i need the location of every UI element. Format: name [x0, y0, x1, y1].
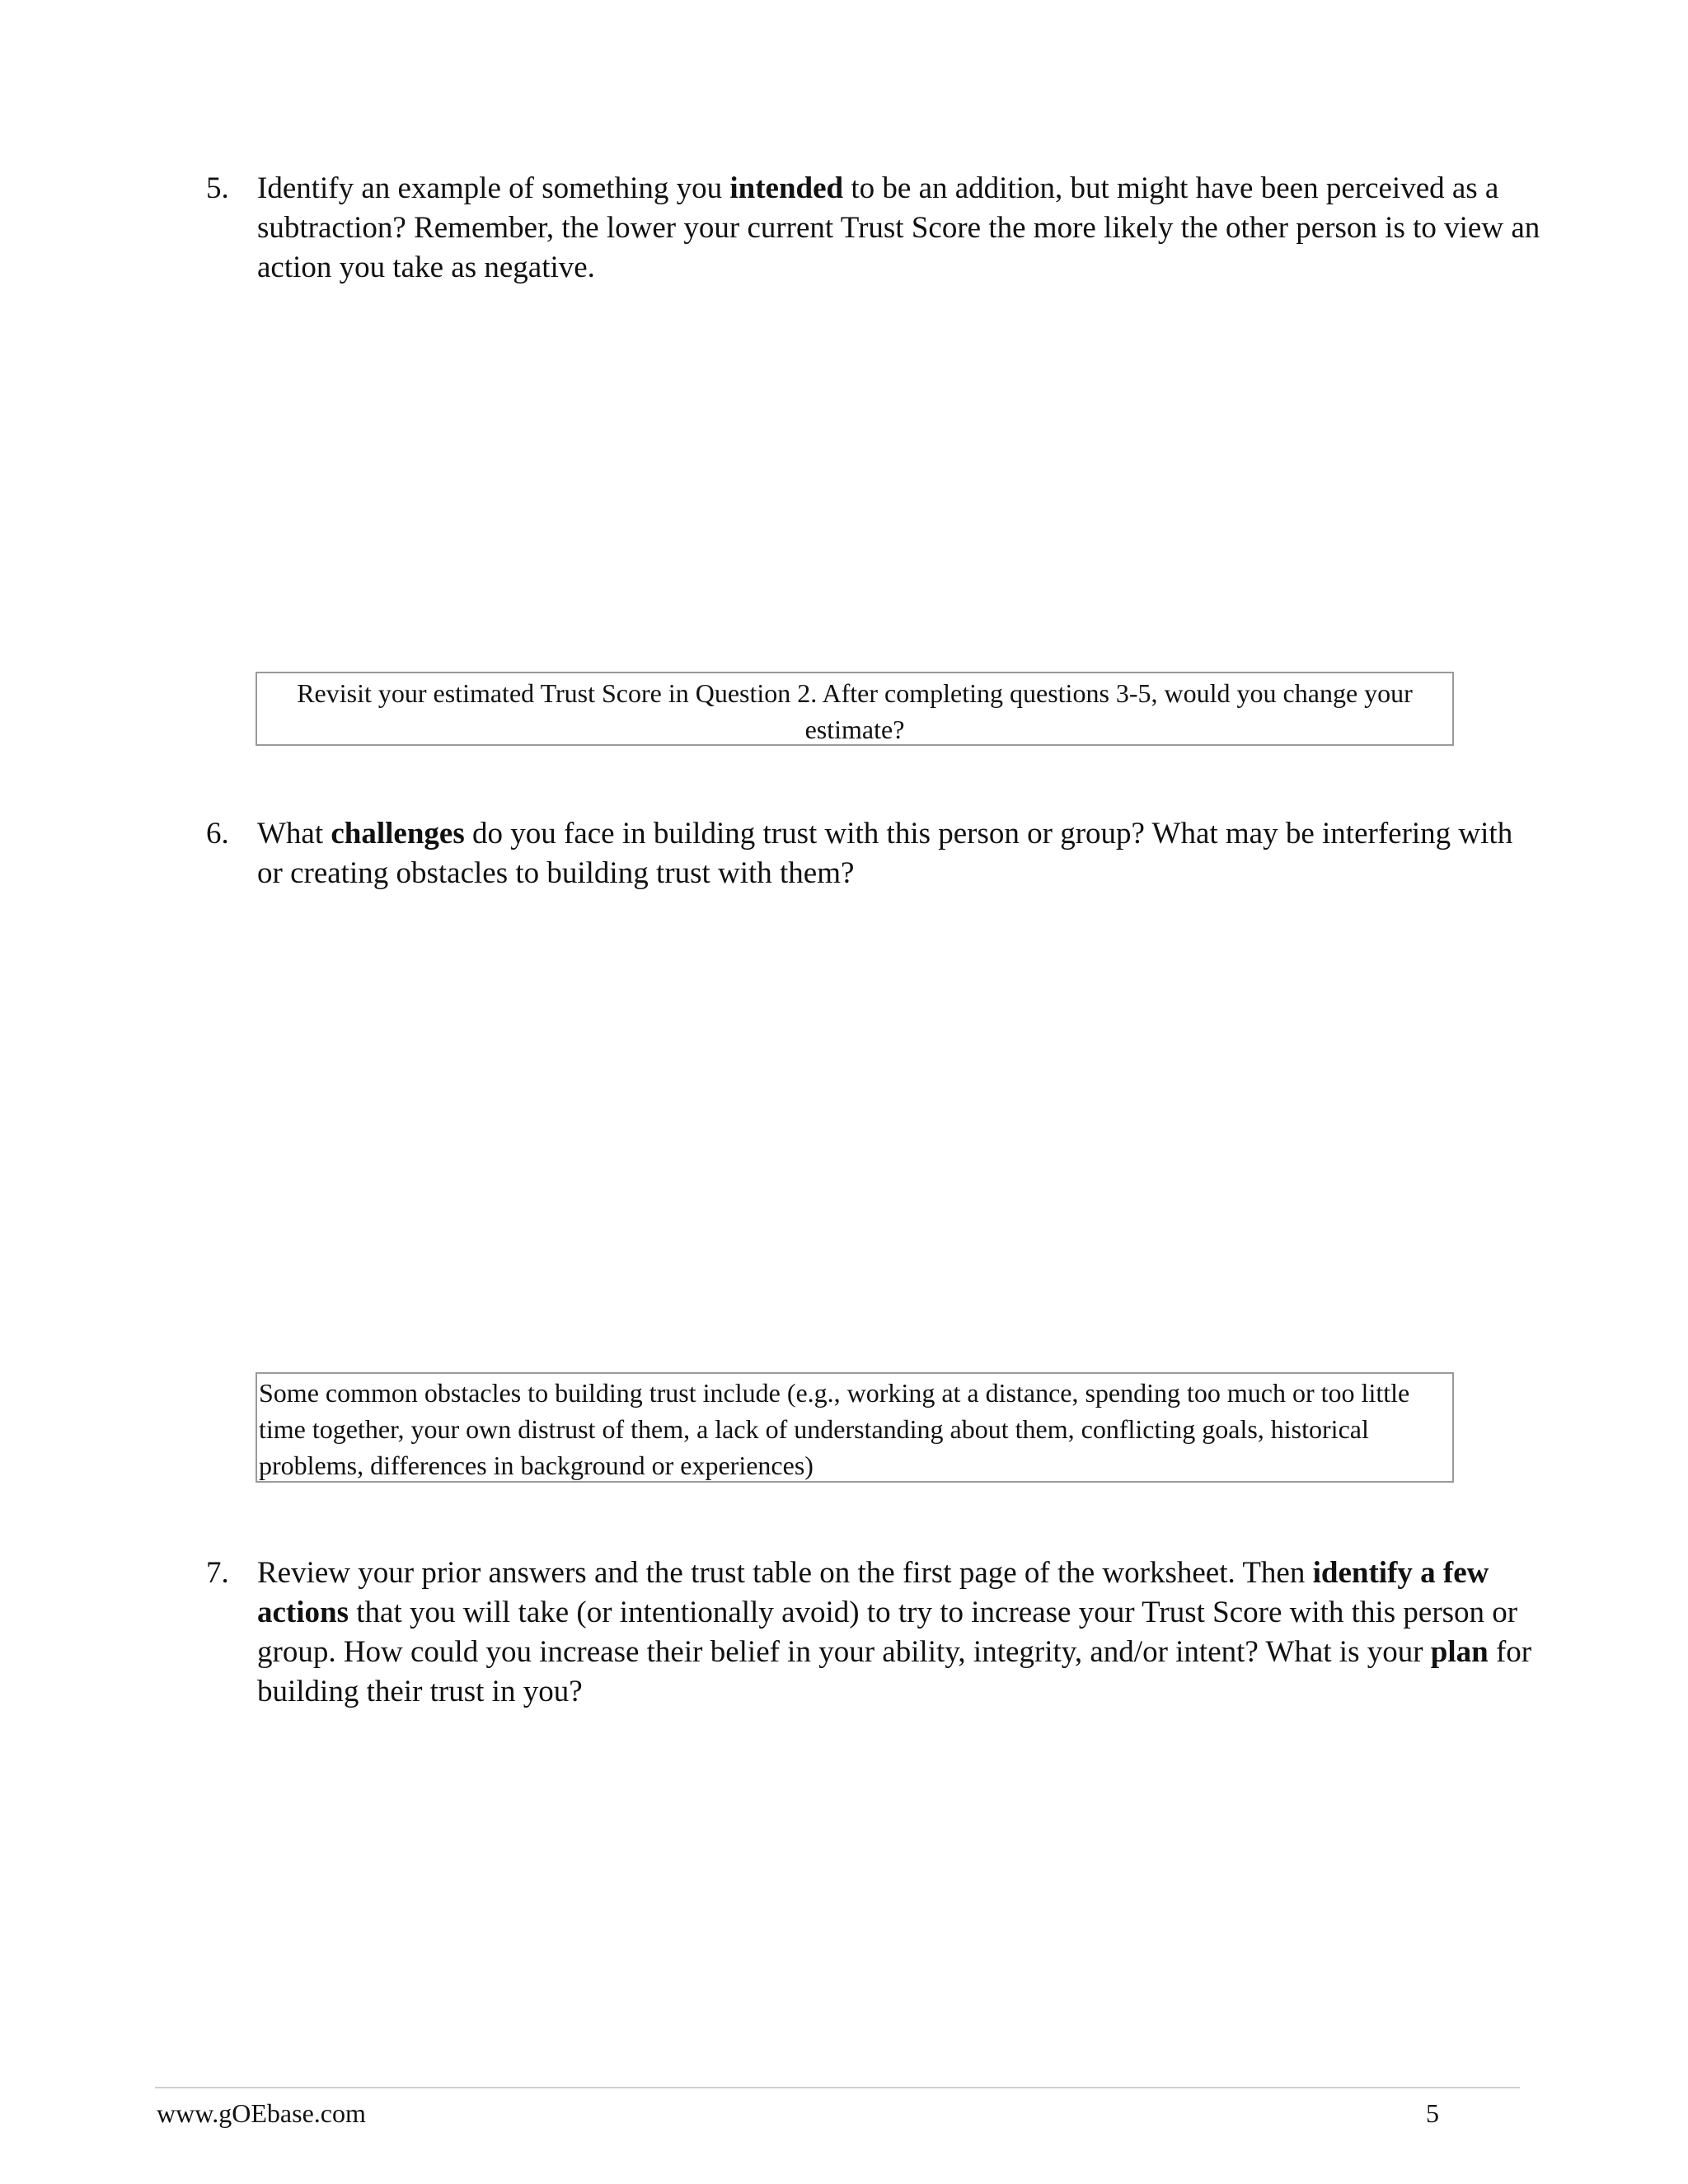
question-text-part: Review your prior answers and the trust table on the first page of the worksheet. Then: [257, 1556, 1313, 1590]
question-emphasis: intended: [729, 171, 844, 205]
question-text: [257, 169, 1543, 288]
question-number: 7.: [206, 1556, 229, 1590]
note-text: Revisit your estimated Trust Score in Question 2. After completing questions 3-5, would you change your estimate?: [297, 678, 1413, 744]
question-text-part: that you will take (or intentionally avoid) to try to increase your Trust Score with this person or group. How could you increase their belief in your ability, integrity, and/or intent? What is your: [257, 1596, 1518, 1669]
note-text: Some common obstacles to building trust include (e.g., working at a distance, spending too much or too little time together, your own distrust of them, a lack of understanding about them, conflicting goals, historical problems, differences in background or experiences): [259, 1378, 1410, 1480]
footer-divider: [155, 2087, 1520, 2088]
question-number: 5.: [206, 171, 229, 205]
question-text-part: Identify an example of something you: [257, 171, 730, 205]
footer-website: www.gOEbase.com: [157, 2098, 366, 2128]
question-emphasis: identify a few actions: [257, 1556, 1489, 1629]
question-emphasis: plan: [1430, 1635, 1489, 1669]
question-text: [257, 814, 1543, 893]
note-box-revisit-trust-score: [256, 672, 1454, 746]
question-number: 6.: [206, 817, 229, 851]
question-emphasis: challenges: [331, 817, 465, 851]
question-text-part: do you face in building trust with this person or group? What may be interfering with or creating obstacles to building trust with them?: [257, 817, 1513, 890]
note-box-common-obstacles: [256, 1372, 1454, 1483]
page-number: 5: [1426, 2098, 1439, 2128]
question-text-part: What: [257, 817, 331, 851]
question-text-part: to be an addition, but might have been perceived as a subtraction? Remember, the lower your current Trust Score the more likely the other person is to view an action you take as negative.: [257, 171, 1540, 284]
question-text-part: for building their trust in you?: [257, 1635, 1532, 1708]
question-text: [257, 1554, 1543, 1712]
